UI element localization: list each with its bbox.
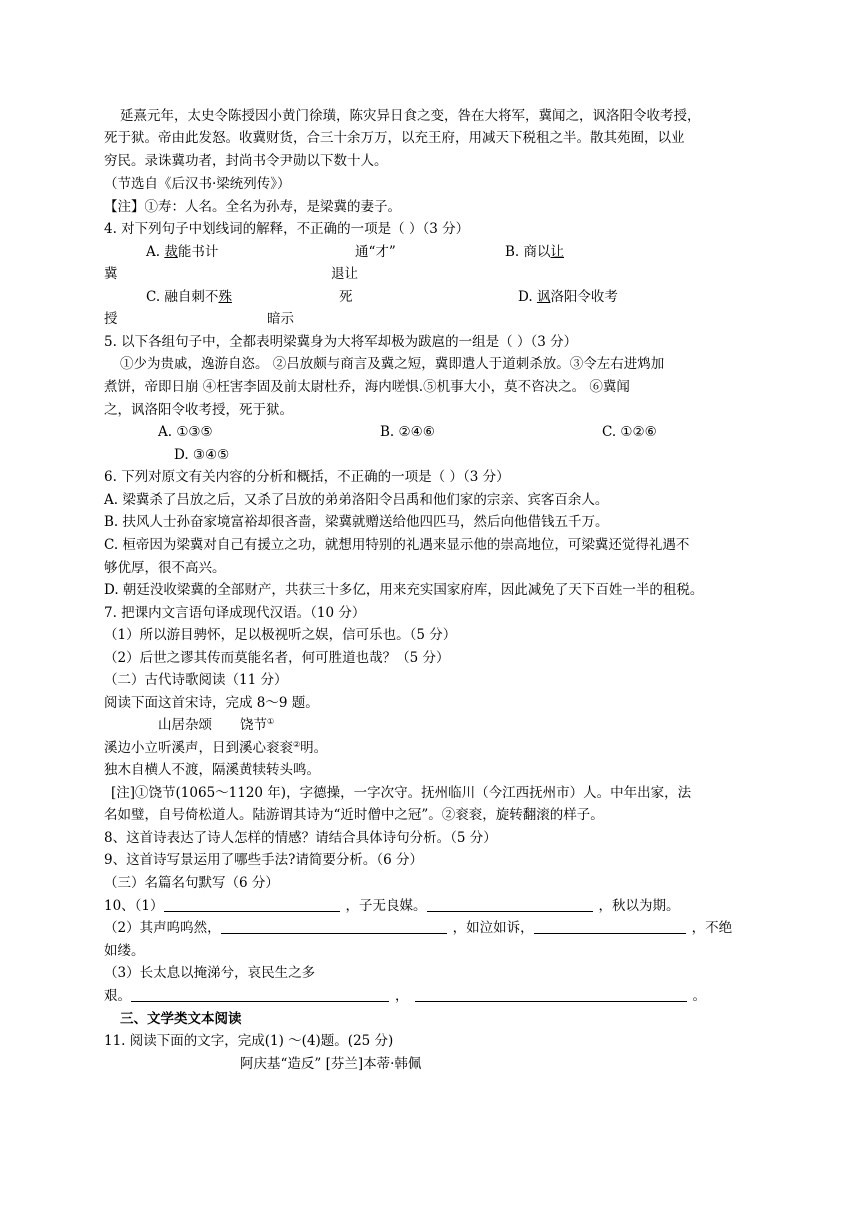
story-title: 阿庆基“造反” [芬兰]本蒂·韩佩	[240, 1056, 422, 1072]
q4-option-d: D. 讽洛阳令收考	[518, 289, 618, 305]
poem-line-1: 溪边小立听溪声，日到溪心衮衮②明。	[104, 740, 328, 756]
poem-title: 山居杂颂	[158, 717, 212, 733]
q4-option-d-gloss: 暗示	[267, 311, 294, 327]
q5-option-d: D. ③④⑤	[174, 447, 230, 463]
q4-option-c-gloss: 死	[339, 289, 353, 305]
q4-option-a-gloss: 通“才”	[355, 244, 396, 260]
q8-stem: 8、这首诗表达了诗人怎样的情感？请结合具体诗句分析。（5 分）	[104, 830, 497, 846]
q6-option-a: A. 梁冀杀了吕放之后，又杀了吕放的弟弟洛阳令吕禹和他们家的宗亲、宾客百余人。	[104, 492, 609, 508]
q5-option-c: C. ①②⑥	[602, 424, 657, 440]
q5-sentences: ①少为贵戚，逸游自恣。 ②吕放颇与商言及冀之短，冀即遣人于道刺杀放。③令左右进鸩加	[120, 356, 665, 372]
q6-option-c: C. 桓帝因为梁冀对自己有援立之功，就想用特别的礼遇来显示他的崇高地位，可梁冀还觉得礼遇不	[104, 537, 690, 553]
answer-blank[interactable]	[415, 988, 687, 1002]
poetry-heading: （二）古代诗歌阅读（11 分）	[104, 672, 288, 688]
section-heading: 三、文学类文本阅读	[120, 1011, 242, 1027]
q7-sentence-1: （1）所以游目骋怀，足以极视听之娱，信可乐也。（5 分）	[104, 627, 457, 643]
q6-option-b: B. 扶风人士孙奋家境富裕却很吝啬，梁冀就赠送给他四匹马，然后向他借钱五千万。	[104, 514, 609, 530]
q4-option-c: C. 融自刺不殊	[146, 289, 232, 305]
answer-blank[interactable]	[427, 898, 593, 912]
recitation-line-1: 10、（1） ，子无良媒。 ，秋以为期。	[104, 898, 680, 914]
q9-stem: 9、这首诗写景运用了哪些手法?请简要分析。（6 分）	[104, 852, 423, 868]
q4-option-a: A. 裁能书计	[146, 244, 219, 260]
passage-line: 死于狱。帝由此发怒。收冀财货，合三十余万万，以充王府，用减天下税租之半。散其苑囿，以业	[104, 130, 685, 146]
recitation-line-2: （2）其声呜呜然， ，如泣如诉， ，不绝	[104, 920, 733, 936]
poem-note: [注]①饶节(1065～1120 年)，字德操，一字次守。抚州临川（今江西抚州市）人。中年出家，法	[111, 785, 692, 801]
answer-blank[interactable]	[131, 988, 389, 1002]
recitation-line-3-cont: 艰。 ， 。	[104, 988, 706, 1004]
passage-note: 【注】①寿：人名。全名为孙寿，是梁冀的妻子。	[104, 199, 401, 215]
q4-option-b-tail: 冀	[104, 266, 118, 282]
poem-line-2: 独木自横人不渡，隔溪黄犊转头鸣。	[104, 762, 320, 778]
passage-line: 延熹元年，太史令陈授因小黄门徐璜，陈灾异日食之变，咎在大将军，冀闻之，讽洛阳令收考授，	[120, 108, 701, 124]
q5-option-a: A. ①③⑤	[158, 424, 213, 440]
q11-stem: 11. 阅读下面的文字，完成(1) ～(4)题。(25 分)	[104, 1033, 394, 1049]
q6-option-c-cont: 够优厚，很不高兴。	[104, 560, 226, 576]
passage-source: （节选自《后汉书·梁统列传》）	[104, 176, 291, 192]
q5-sentences: 煮饼，帝即日崩 ④枉害李固及前太尉杜乔，海内嗟惧.⑤机事大小，莫不咨决之。 ⑥冀闻	[104, 379, 630, 395]
q4-stem: 4. 对下列句子中划线词的解释，不正确的一项是（ ）（3 分）	[104, 221, 470, 237]
q5-stem: 5. 以下各组句子中，全都表明梁冀身为大将军却极为跋扈的一组是（ ）（3 分）	[104, 334, 578, 350]
q5-option-b: B. ②④⑥	[380, 424, 435, 440]
recitation-line-2-cont: 如缕。	[104, 943, 145, 959]
poem-author: 饶节①	[240, 717, 275, 733]
q7-sentence-2: （2）后世之谬其传而莫能名者，何可胜道也哉？（5 分）	[104, 650, 450, 666]
answer-blank[interactable]	[534, 920, 686, 934]
q6-option-d: D. 朝廷没收梁冀的全部财产，共获三十多亿，用来充实国家府库，因此减免了天下百姓一半的租税。	[104, 582, 704, 598]
passage-line: 穷民。录诛冀功者，封尚书令尹勋以下数十人。	[104, 153, 388, 169]
q4-option-b-gloss: 退让	[331, 266, 358, 282]
q5-sentences: 之，讽洛阳令收考授，死于狱。	[104, 402, 293, 418]
answer-blank[interactable]	[221, 920, 447, 934]
recitation-heading: （三）名篇名句默写（6 分）	[104, 875, 279, 891]
q4-option-d-tail: 授	[104, 311, 118, 327]
q7-stem: 7. 把课内文言语句译成现代汉语。（10 分）	[104, 605, 366, 621]
answer-blank[interactable]	[164, 898, 340, 912]
poetry-instructions: 阅读下面这首宋诗，完成 8～9 题。	[104, 695, 319, 711]
poem-note-cont: 名如璧，自号倚松道人。陆游谓其诗为“近时僧中之冠”。②衮衮，旋转翻滚的样子。	[104, 807, 604, 823]
recitation-line-3: （3）长太息以掩涕兮，哀民生之多	[104, 965, 316, 981]
q6-stem: 6. 下列对原文有关内容的分析和概括，不正确的一项是（ ）（3 分）	[104, 469, 510, 485]
q4-option-b: B. 商以让	[505, 244, 565, 260]
